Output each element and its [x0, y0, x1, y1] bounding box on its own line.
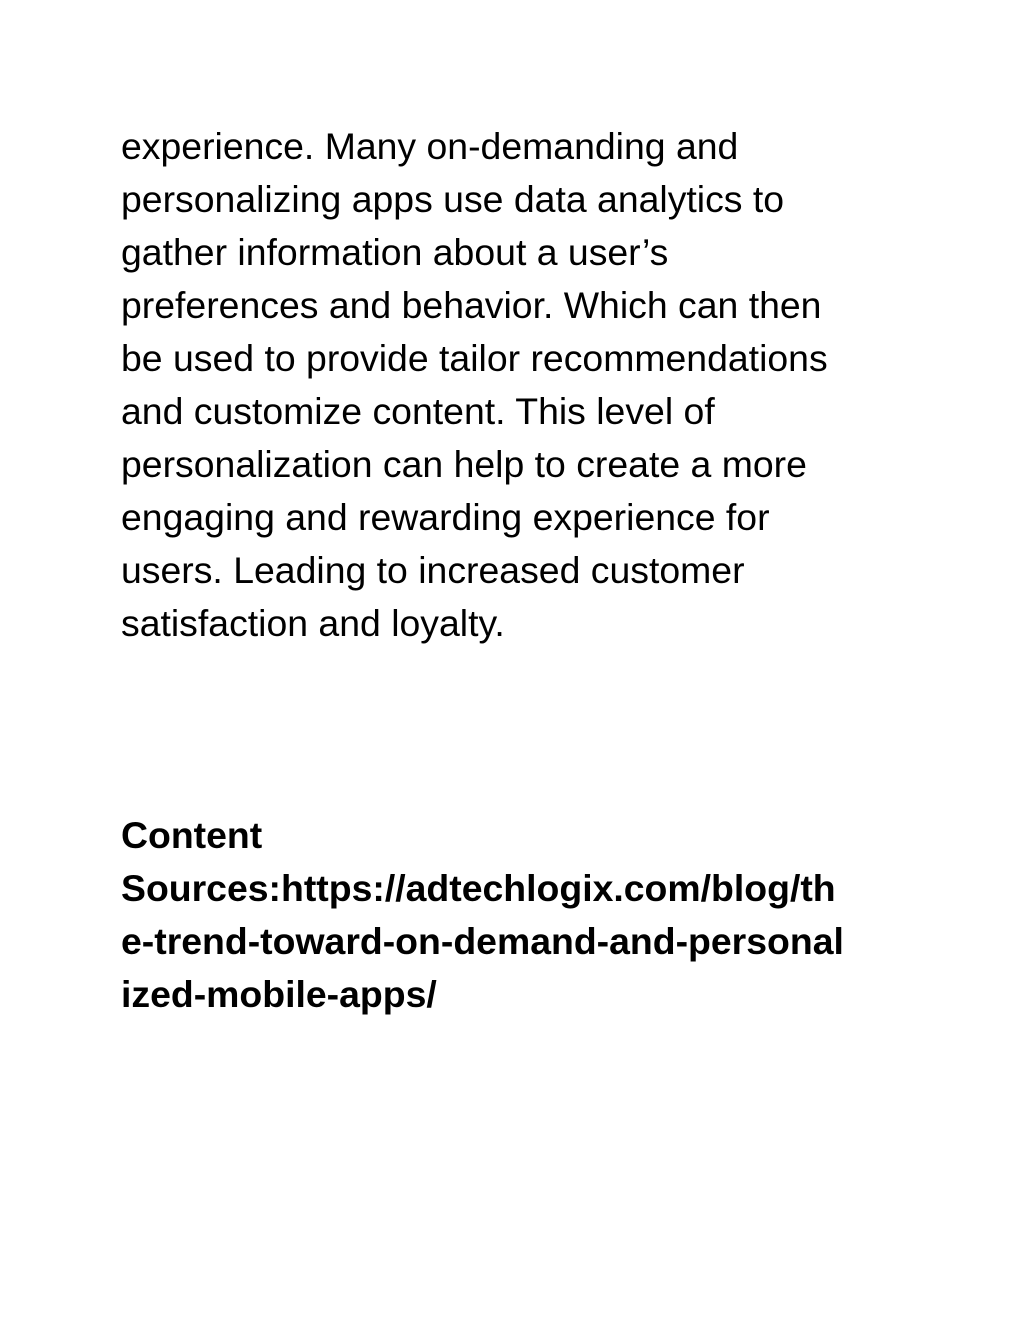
paragraph-line: users. Leading to increased customer: [121, 549, 745, 591]
content-sources-heading: Content: [121, 814, 263, 856]
paragraph-line: and customize content. This level of: [121, 390, 715, 432]
paragraph-line: satisfaction and loyalty.: [121, 602, 505, 644]
content-sources-url-line: Sources:https://adtechlogix.com/blog/th: [121, 867, 836, 909]
paragraph-line: gather information about a user’s: [121, 231, 669, 273]
paragraph-line: engaging and rewarding experience for: [121, 496, 770, 538]
paragraph-line: personalization can help to create a more: [121, 443, 807, 485]
paragraph-line: preferences and behavior. Which can then: [121, 284, 822, 326]
paragraph-line: be used to provide tailor recommendations: [121, 337, 828, 379]
content-sources: [121, 809, 921, 1021]
body-paragraph: [121, 120, 921, 650]
content-sources-url-line: ized-mobile-apps/: [121, 973, 437, 1015]
content-sources-url-line: e-trend-toward-on-demand-and-personal: [121, 920, 844, 962]
paragraph-line: experience. Many on-demanding and: [121, 125, 739, 167]
paragraph-line: personalizing apps use data analytics to: [121, 178, 785, 220]
